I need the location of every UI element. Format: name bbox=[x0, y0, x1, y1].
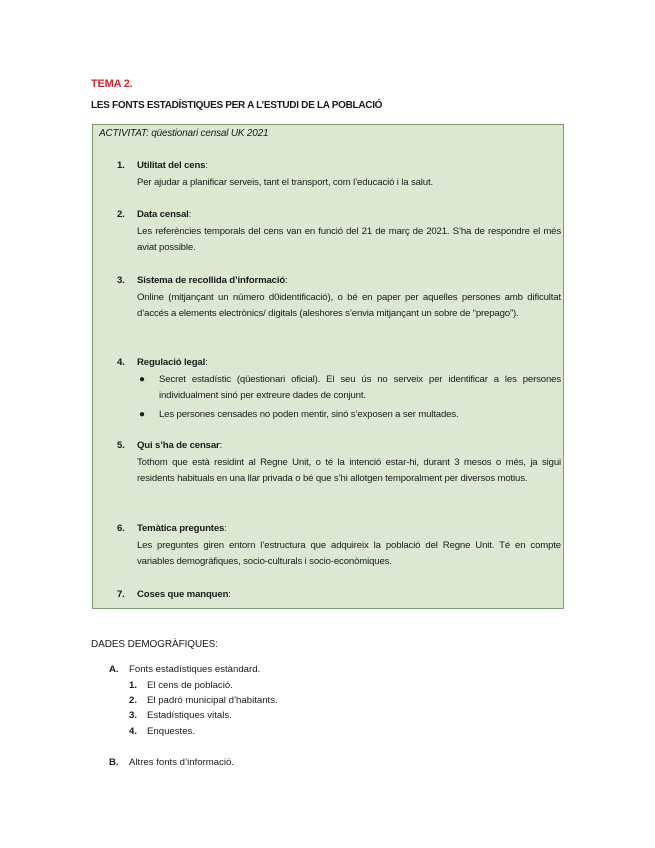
list-item: 1. El cens de població. bbox=[129, 680, 233, 691]
item-title: Sistema de recollida d’informació bbox=[137, 275, 286, 286]
activity-item: 6. Temàtica preguntes: Les preguntes giren entorn l’estructura que adquireix la població del Regne Unit. Té en compte variables demogràfiques, socio-culturals i socio-econòmiques. bbox=[117, 521, 561, 571]
item-number: 4. bbox=[117, 357, 125, 368]
item-number: 5. bbox=[117, 440, 125, 451]
list-item: 2. El padró municipal d’habitants. bbox=[129, 695, 278, 707]
item-title: Qui s’ha de censar bbox=[137, 440, 220, 451]
activity-item: 4. Regulació legal: ● Secret estadístic (qüestionari oficial). El seu ús no serveix per identificar a les persones individualment sinó per extreure dades de conjunt. ● Les persones censades no poden mentir, sinó s’exposen a ser multades. bbox=[117, 355, 561, 423]
bullet-item: ● Secret estadístic (qüestionari oficial). El seu ús no serveix per identificar a les persones individualment sinó per extreure dades de conjunt. bbox=[139, 373, 561, 402]
activity-title: ACTIVITAT: qüestionari censal UK 2021 bbox=[99, 128, 269, 139]
item-title: Regulació legal bbox=[137, 357, 206, 368]
item-title: Coses que manquen bbox=[137, 589, 229, 600]
bullet-icon: ● bbox=[139, 373, 145, 385]
item-number: 1. bbox=[117, 160, 125, 171]
activity-item: 2. Data censal: Les referències temporals del cens van en funció del 21 de març de 2021. S’ha de respondre el més aviat possible. bbox=[117, 207, 561, 257]
item-title: Temàtica preguntes bbox=[137, 523, 225, 534]
item-title: Data censal bbox=[137, 209, 189, 220]
activity-box bbox=[92, 124, 564, 609]
list-label: Fonts estadístiques estàndard. bbox=[129, 664, 261, 675]
section-title: DADES DEMOGRÀFIQUES: bbox=[91, 639, 218, 650]
sub-list bbox=[129, 678, 278, 739]
activity-item: 3. Sistema de recollida d’informació: Online (mitjançant un número d0identificació), o bé en paper per aquelles persones amb dificultat d’accés a elements electrònics/ digitals (aleshores s’envia mitjançant un sobre de “prepago”). bbox=[117, 273, 561, 323]
item-number: 7. bbox=[117, 589, 125, 600]
list-letter: A. bbox=[109, 664, 119, 675]
item-title: Utilitat del cens bbox=[137, 160, 206, 171]
activity-item: 7. Coses que manquen: bbox=[117, 587, 561, 604]
item-text: Online (mitjançant un número d0identificació), o bé en paper per aquelles persones amb dificultat d’accés a elements electrònics/ digitals (aleshores s’envia mitjançant un sobre de “prepago”). bbox=[137, 291, 561, 320]
topic-label: TEMA 2. bbox=[91, 78, 133, 90]
source-group-b bbox=[109, 755, 234, 771]
list-item: 4. Enquestes. bbox=[129, 725, 196, 737]
source-group-a bbox=[109, 662, 278, 739]
activity-item: 1. Utilitat del cens: Per ajudar a planificar serveis, tant el transport, com l’educació i la salut. bbox=[117, 158, 561, 191]
list-label: Altres fonts d’informació. bbox=[129, 757, 235, 768]
list-item: 3. Estadístiques vitals. bbox=[129, 710, 232, 722]
item-number: 3. bbox=[117, 275, 125, 286]
activity-item: 5. Qui s’ha de censar: Tothom que està residint al Regne Unit, o té la intenció estar-hi, durant 3 mesos o més, ja sigui residents habituals en una llar privada o bé que s’hi allotgen temporalment per diversos motius. bbox=[117, 438, 561, 488]
item-number: 2. bbox=[117, 209, 125, 220]
item-number: 6. bbox=[117, 523, 125, 534]
item-text: Tothom que està residint al Regne Unit, o té la intenció estar-hi, durant 3 mesos o més, ja sigui residents habituals en una llar privada o bé que s’hi allotgen temporalment per diversos motius. bbox=[137, 456, 561, 485]
bullet-list bbox=[137, 372, 561, 424]
list-letter: B. bbox=[109, 757, 119, 768]
page-heading: LES FONTS ESTADÍSTIQUES PER A L’ESTUDI DE LA POBLACIÓ bbox=[91, 100, 383, 111]
item-text: Per ajudar a planificar serveis, tant el transport, com l’educació i la salut. bbox=[137, 176, 433, 188]
item-text: Les referències temporals del cens van en funció del 21 de març de 2021. S’ha de respondre el més aviat possible. bbox=[137, 225, 561, 254]
item-text: Les preguntes giren entorn l’estructura que adquireix la població del Regne Unit. Té en compte variables demogràfiques, socio-culturals i socio-econòmiques. bbox=[137, 539, 561, 568]
bullet-item: ● Les persones censades no poden mentir, sinó s’exposen a ser multades. bbox=[137, 407, 561, 424]
bullet-icon: ● bbox=[139, 408, 145, 420]
